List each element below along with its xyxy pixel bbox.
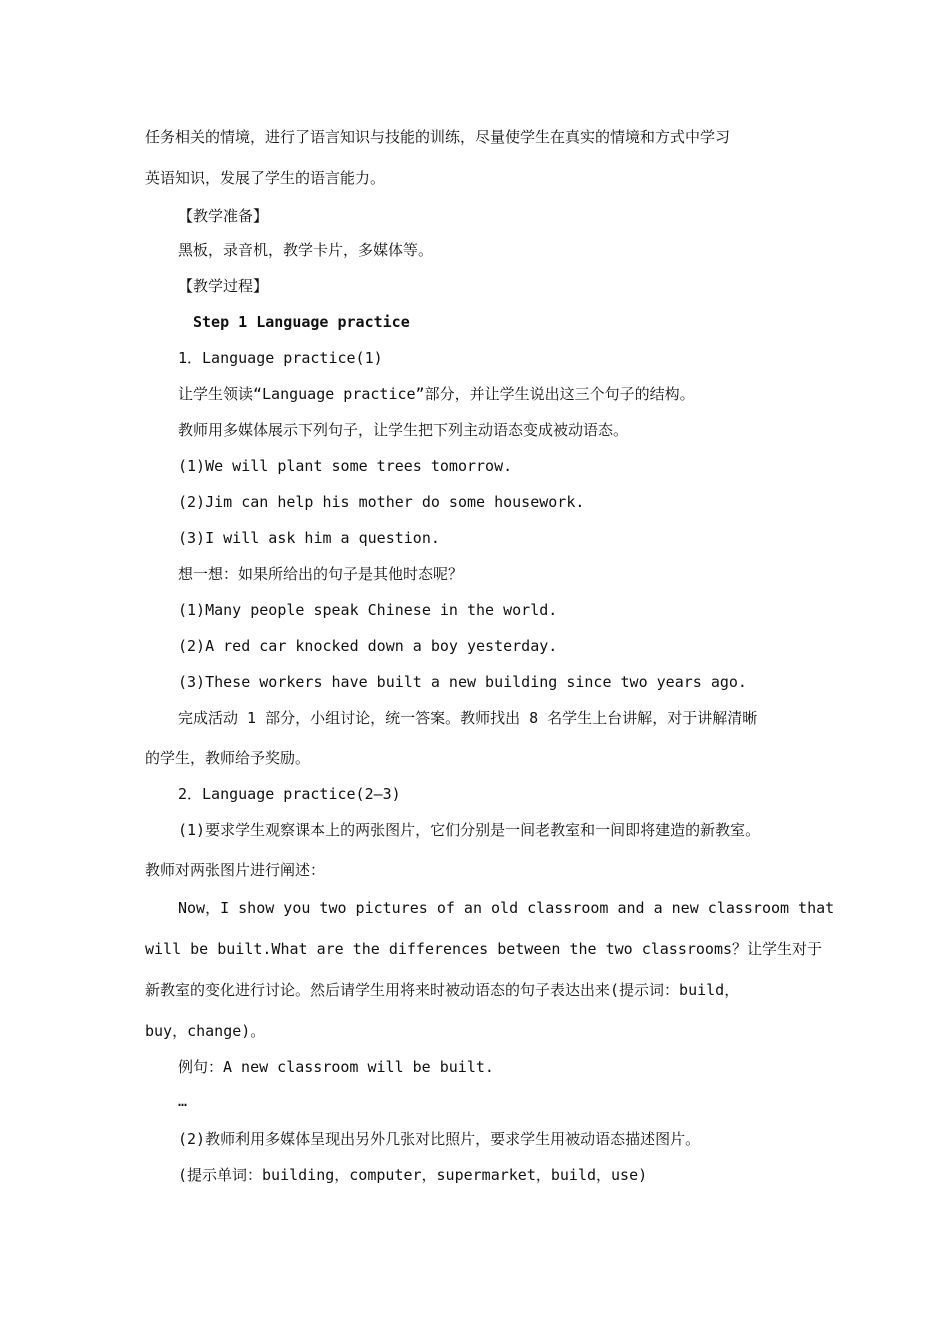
lp1-title: 1．Language practice(1) <box>178 349 383 367</box>
step1-heading: Step 1 Language practice <box>193 313 410 331</box>
intro-line-1: 任务相关的情境，进行了语言知识与技能的训练，尽量使学生在真实的情境和方式中学习 <box>145 128 731 146</box>
example-sentence: 例句：A new classroom will be built. <box>178 1058 494 1076</box>
lp2-line-1: (1)要求学生观察课本上的两张图片，它们分别是一间老教室和一间即将建造的新教室。 <box>178 821 761 839</box>
lp2-line-7: (2)教师利用多媒体呈现出另外几张对比照片，要求学生用被动语态描述图片。 <box>178 1130 701 1148</box>
process-heading: 【教学过程】 <box>178 277 269 295</box>
activity-line-1: 完成活动 1 部分，小组讨论，统一答案。教师找出 8 名学生上台讲解，对于讲解清晰 <box>178 709 758 727</box>
prep-heading: 【教学准备】 <box>178 207 269 225</box>
prep-body: 黑板，录音机，教学卡片，多媒体等。 <box>178 241 434 259</box>
lp1-instruction: 让学生领读“Language practice”部分，并让学生说出这三个句子的结构。 <box>178 385 695 403</box>
lp2-line-8: (提示单词：building，computer，supermarket，build，use) <box>178 1166 648 1184</box>
sentence-1: (1)We will plant some trees tomorrow. <box>178 457 513 475</box>
sentence-2: (2)Jim can help his mother do some housework. <box>178 493 585 511</box>
lp2-line-6: buy，change)。 <box>145 1022 266 1040</box>
lp2-line-4: will be built.What are the differences between the two classrooms？让学生对于 <box>145 940 823 958</box>
intro-line-2: 英语知识，发展了学生的语言能力。 <box>145 169 386 187</box>
lp2-title: 2．Language practice(2—3) <box>178 785 401 803</box>
tense-sentence-2: (2)A red car knocked down a boy yesterday. <box>178 637 558 655</box>
sentence-3: (3)I will ask him a question. <box>178 529 440 547</box>
lp2-line-3: Now，I show you two pictures of an old classroom and a new classroom that <box>178 899 835 917</box>
lp2-line-2: 教师对两张图片进行阐述： <box>145 861 326 879</box>
tense-sentence-3: (3)These workers have built a new building since two years ago. <box>178 673 747 691</box>
ellipsis: … <box>178 1092 188 1110</box>
lp1-instruction-2: 教师用多媒体展示下列句子，让学生把下列主动语态变成被动语态。 <box>178 421 629 439</box>
tense-sentence-1: (1)Many people speak Chinese in the world. <box>178 601 558 619</box>
think-prompt: 想一想：如果所给出的句子是其他时态呢？ <box>178 565 464 583</box>
activity-line-2: 的学生，教师给予奖励。 <box>145 749 311 767</box>
lp2-line-5: 新教室的变化进行讨论。然后请学生用将来时被动语态的句子表达出来(提示词：build， <box>145 981 740 999</box>
